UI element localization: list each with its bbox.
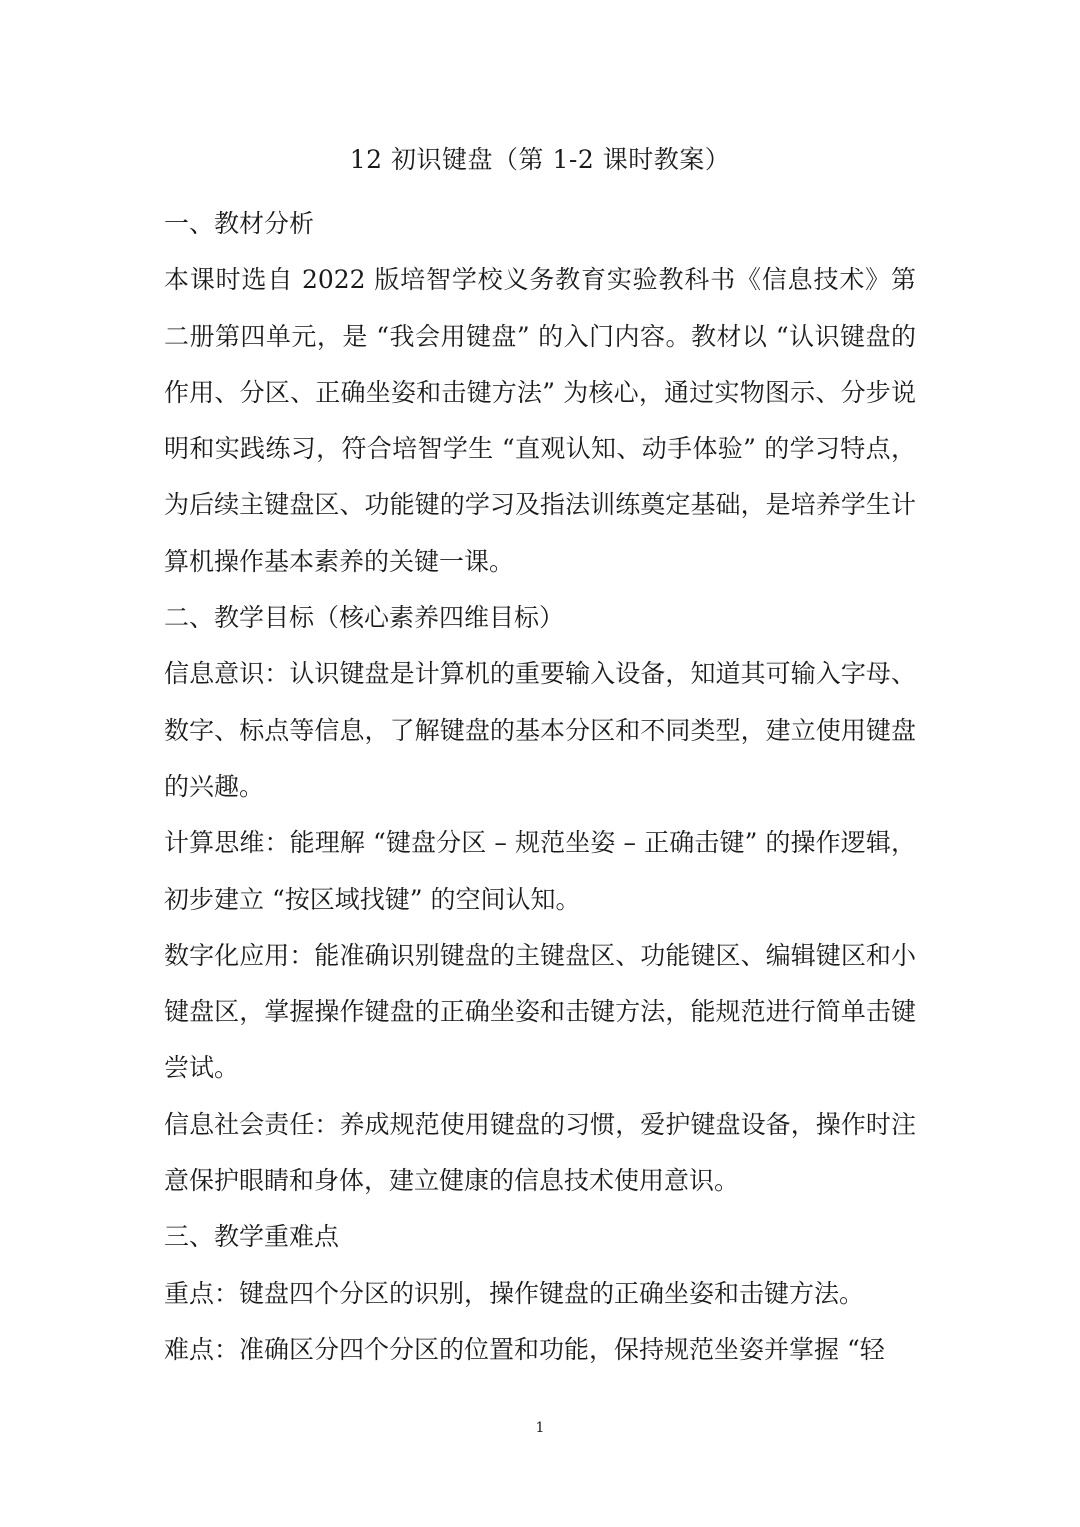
goal-computational-thinking: 计算思维：能理解 “键盘分区 – 规范坐姿 – 正确击键” 的操作逻辑，初步建立 “按区域找键” 的空间认知。 [164,828,916,914]
goal-social-responsibility: 信息社会责任：养成规范使用键盘的习惯，爱护键盘设备，操作时注意保护眼睛和身体，建立健康的信息技术使用意识。 [164,1109,916,1196]
analysis-paragraph: 本课时选自 2022 版培智学校义务教育实验教科书《信息技术》第二册第四单元，是 “我会用键盘” 的入门内容。教材以 “认识键盘的作用、分区、正确坐姿和击键方法” 为核心，通过实物图示、分步说明和实践练习，符合培智学生 “直观认知、动手体验” 的学习特点，为后续主键盘区、功能键的学习及指法训练奠定基础，是培养学生计算机操作基本素养的关键一课。 [164,265,916,576]
key-point-difficulty: 难点：准确区分四个分区的位置和功能，保持规范坐姿并掌握 “轻 [164,1334,885,1364]
document-title: 12 初识键盘（第 1-2 课时教案） [349,145,731,174]
goal-info-awareness: 信息意识：认识键盘是计算机的重要输入设备，知道其可输入字母、数字、标点等信息，了解键盘的基本分区和不同类型，建立使用键盘的兴趣。 [164,659,916,801]
goal-digital-application: 数字化应用：能准确识别键盘的主键盘区、功能键区、编辑键区和小键盘区，掌握操作键盘的正确坐姿和击键方法，能规范进行简单击键尝试。 [164,940,916,1083]
page-number: 1 [535,1420,545,1436]
section-heading-goals: 二、教学目标（核心素养四维目标） [164,603,565,633]
section-heading-analysis: 一、教材分析 [164,209,315,238]
section-heading-key-points: 三、教学重难点 [164,1222,340,1252]
document-body [164,196,916,1378]
key-point-focus: 重点：键盘四个分区的识别，操作键盘的正确坐姿和击键方法。 [164,1278,865,1308]
